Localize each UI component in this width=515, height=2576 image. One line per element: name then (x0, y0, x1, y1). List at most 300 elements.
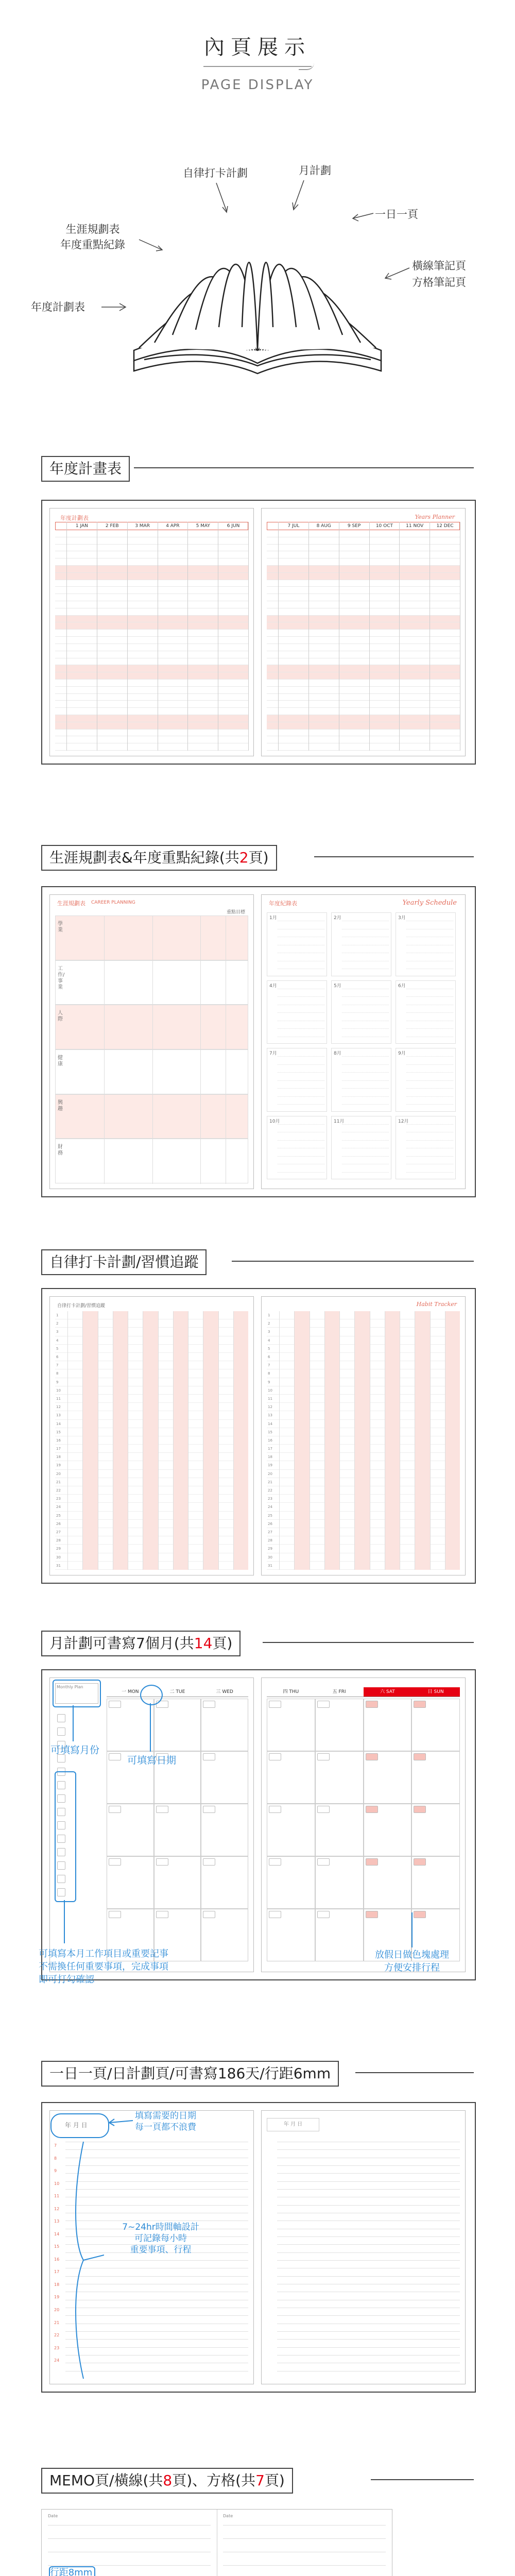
habit-stripe (82, 1311, 97, 1570)
day-date-box (414, 1806, 426, 1813)
habit-day-num: 26 (56, 1521, 61, 1526)
annual-plan-left-page (49, 508, 254, 756)
section-memo-title-prefix: MEMO頁/橫線(共 (49, 2472, 163, 2489)
memo-date-label: Date (223, 2514, 233, 2518)
day-date-box (203, 1753, 215, 1760)
section-daily-title (41, 2061, 339, 2087)
habit-col-line (82, 1311, 83, 1570)
habit-day-num: 31 (56, 1563, 61, 1568)
habit-day-num: 21 (268, 1480, 272, 1484)
day-date-box (203, 1911, 215, 1918)
hour-label: 24 (54, 2358, 60, 2363)
ann-month-line (71, 1705, 76, 1741)
month-cell-line (406, 1164, 453, 1165)
annual-row (55, 551, 248, 558)
career-col-line (152, 1050, 153, 1095)
career-col-line (104, 961, 105, 1006)
annual-row (267, 701, 460, 708)
hour-label: 21 (54, 2320, 60, 2325)
career-col-line (104, 1139, 105, 1184)
month-cell-label: 9月 (398, 1051, 406, 1056)
annual-right-grid (267, 522, 460, 751)
month-cell (396, 1116, 456, 1180)
month-cell-line (278, 1124, 324, 1125)
career-rows (55, 916, 248, 1183)
month-cell-line (342, 1096, 389, 1097)
month-cell (267, 1048, 327, 1112)
annual-row (55, 736, 248, 743)
annual-row (267, 573, 460, 580)
habit-spread (41, 1288, 476, 1584)
annual-col-line (308, 522, 309, 751)
month-cell-line (278, 1172, 324, 1173)
memo-line (48, 2565, 211, 2566)
career-right-label: 年度紀錄表 (269, 900, 297, 907)
habit-stripe (233, 1311, 248, 1570)
memo-line (48, 2538, 211, 2539)
month-cell-line (278, 1072, 324, 1073)
habit-day-num: 18 (56, 1455, 61, 1460)
career-col-line (104, 1005, 105, 1050)
career-row (55, 960, 248, 1005)
month-cell-label: 7月 (269, 1051, 277, 1056)
month-cell-line (278, 961, 324, 962)
habit-col-line (354, 1311, 355, 1570)
month-cell (396, 1048, 456, 1112)
month-cell-line (406, 937, 453, 938)
label-lined-notes: 橫線筆記頁 (412, 260, 466, 272)
ann-weekend-line2: 方便安排行程 (384, 1962, 440, 1973)
annual-row (55, 601, 248, 608)
hour-label: 8 (54, 2156, 57, 2161)
ann-month: 可填寫月份 (50, 1744, 100, 1756)
annual-row (55, 566, 248, 573)
hour-label: 18 (54, 2282, 60, 2287)
annual-month-header: 7 JUL (278, 522, 308, 530)
title-swoosh (299, 63, 314, 70)
month-cell-label: 11月 (334, 1118, 345, 1124)
annual-row (55, 580, 248, 587)
section-memo-title (41, 2468, 293, 2494)
month-cell-line (342, 1132, 389, 1133)
label-monthly: 月計劃 (299, 164, 331, 177)
career-row (55, 1094, 248, 1139)
month-cell-line (406, 1140, 453, 1141)
weekday-header: 四 THU (267, 1687, 315, 1697)
month-cell (396, 980, 456, 1044)
career-left-extra: 重點目標 (226, 910, 245, 915)
habit-day-num: 7 (268, 1363, 270, 1368)
daily-line (277, 2260, 460, 2261)
month-cell-label: 1月 (269, 916, 277, 921)
annual-left-grid (55, 522, 248, 751)
annual-row (267, 622, 460, 630)
habit-day-num: 20 (56, 1471, 61, 1476)
section-career-title-num: 2 (239, 849, 249, 866)
career-col-line (152, 1139, 153, 1184)
habit-day-num: 18 (268, 1455, 272, 1460)
month-cell-line (342, 1021, 389, 1022)
annual-row (267, 594, 460, 601)
section-daily-title-text: 一日一頁/日計劃頁/可書寫186天/行距6mm (49, 2065, 331, 2082)
month-box: Monthly Plan (55, 1683, 98, 1704)
annual-row (55, 608, 248, 616)
career-col-line (152, 916, 153, 961)
month-cell-line (278, 953, 324, 954)
month-cell-line (406, 1088, 453, 1089)
annual-row (267, 630, 460, 637)
month-cell-line (406, 1156, 453, 1157)
habit-right-title: Habit Tracker (416, 1301, 457, 1308)
month-cell-line (278, 969, 324, 970)
career-row-label: 財務 (58, 1144, 63, 1157)
month-cell-line (342, 1080, 389, 1081)
annual-col-line (187, 522, 188, 751)
habit-right-grid (267, 1311, 460, 1570)
career-row (55, 1049, 248, 1094)
month-cell-line (278, 1140, 324, 1141)
hour-label: 20 (54, 2308, 60, 2312)
annual-row (55, 701, 248, 708)
annual-col-line (399, 522, 400, 751)
habit-left-label: 自律打卡計劃/習慣追蹤 (57, 1303, 106, 1309)
daily-line (277, 2165, 460, 2166)
ann-task-line1: 可填寫本月工作項目或重要記事 (39, 1948, 168, 1959)
career-left-sub: CAREER PLANNING (91, 900, 135, 905)
habit-day-num: 22 (56, 1488, 61, 1493)
section-daily-rule (355, 2072, 474, 2073)
page-subtitle: PAGE DISPLAY (201, 77, 314, 93)
hour-label: 15 (54, 2244, 60, 2249)
career-row-label: 興趣 (58, 1099, 63, 1112)
annual-month-header: 3 MAR (127, 522, 158, 530)
annual-row (267, 601, 460, 608)
ann-daily-mid-3: 重要事項、行程 (130, 2245, 192, 2255)
month-cell-label: 5月 (334, 983, 341, 989)
month-cell-label: 3月 (398, 916, 406, 921)
annual-month-header: 10 OCT (369, 522, 400, 530)
month-cell-line (342, 1056, 389, 1057)
career-col-line (200, 1095, 201, 1140)
day-date-box (317, 1858, 330, 1866)
habit-day-num: 12 (56, 1405, 61, 1410)
habit-col-line (339, 1311, 340, 1570)
day-date-box (109, 1701, 121, 1708)
daily-line (277, 2236, 460, 2237)
month-cell-line (406, 961, 453, 962)
habit-day-num: 19 (268, 1463, 272, 1468)
ann-date: 可填寫日期 (127, 1755, 177, 1766)
career-col-line (200, 961, 201, 1006)
annual-col-line (248, 522, 249, 751)
annual-row (55, 687, 248, 694)
annual-row (267, 537, 460, 545)
month-cell-line (406, 989, 453, 990)
month-cell-line (278, 937, 324, 938)
hour-label: 9 (54, 2168, 57, 2174)
habit-day-num: 28 (268, 1538, 272, 1543)
month-cell-line (342, 1072, 389, 1073)
annual-row (55, 644, 248, 651)
habit-day-num: 17 (56, 1447, 61, 1451)
label-career (49, 222, 136, 252)
habit-day-num: 30 (268, 1555, 272, 1560)
month-cell-line (278, 1148, 324, 1149)
career-row (55, 1005, 248, 1049)
habit-day-num: 8 (268, 1371, 270, 1376)
annual-row (55, 558, 248, 566)
habit-day-num: 30 (56, 1555, 61, 1560)
month-cell-line (342, 1064, 389, 1065)
month-cell-line (342, 1012, 389, 1013)
ann-task-text (39, 1947, 224, 1986)
memo-line (223, 2525, 386, 2526)
weekday-header: 五 FRI (315, 1687, 364, 1697)
section-memo-title-mid: 頁)、方格(共 (172, 2472, 256, 2489)
label-notes (412, 258, 466, 291)
annual-row (267, 694, 460, 701)
arrow-notes (381, 263, 412, 283)
annual-month-header: 6 JUN (218, 522, 248, 530)
day-date-box (203, 1858, 215, 1866)
day-date-box (269, 1858, 281, 1866)
habit-stripe (415, 1311, 430, 1570)
annual-row (267, 672, 460, 680)
weekday-header: 一 MON (107, 1687, 154, 1697)
annual-month-header: 12 DEC (430, 522, 460, 530)
habit-left-page (49, 1296, 254, 1575)
month-cell-line (342, 921, 389, 922)
day-date-box (269, 1753, 281, 1760)
month-cell (331, 1116, 391, 1180)
habit-col-line (324, 1311, 325, 1570)
daily-right-lines (262, 2111, 465, 2384)
annual-month-header: 8 AUG (308, 522, 339, 530)
habit-day-num: 27 (268, 1530, 272, 1535)
annual-row (267, 687, 460, 694)
section-career-title (41, 845, 277, 871)
month-cell (331, 1048, 391, 1112)
habit-day-num: 8 (56, 1371, 59, 1376)
month-cell (267, 980, 327, 1044)
hour-label: 13 (54, 2219, 60, 2224)
month-cell-line (342, 1028, 389, 1029)
month-cell-line (406, 1056, 453, 1057)
month-cell-line (342, 1140, 389, 1141)
hour-label: 14 (54, 2231, 60, 2236)
section-memo-title-num: 8 (163, 2472, 173, 2489)
task-column-highlight (55, 1771, 76, 1902)
annual-row (55, 708, 248, 715)
habit-day-num: 24 (268, 1505, 272, 1510)
day-date-box (109, 1911, 121, 1918)
day-date-box (269, 1911, 281, 1918)
month-cell-line (406, 1072, 453, 1073)
ann-daily-brace (63, 2139, 104, 2381)
annual-row (55, 743, 248, 751)
daily-line (277, 2276, 460, 2277)
career-left-label: 生涯規劃表 (57, 900, 85, 907)
career-col-line (200, 1050, 201, 1095)
month-cell-line (278, 989, 324, 990)
daily-spread (41, 2102, 476, 2393)
day-date-box (366, 1858, 378, 1866)
habit-stripe (445, 1311, 460, 1570)
month-cell-line (406, 1080, 453, 1081)
month-cell-line (342, 1148, 389, 1149)
month-cell-label: 12月 (398, 1118, 409, 1124)
habit-stripe (173, 1311, 188, 1570)
daily-line (277, 2331, 460, 2332)
month-cell-line (342, 945, 389, 946)
annual-row (55, 730, 248, 737)
day-date-box (414, 1911, 426, 1918)
month-cell-line (278, 1156, 324, 1157)
day-date-box (366, 1753, 378, 1760)
habit-day-num: 25 (56, 1513, 61, 1518)
month-cell-line (406, 1124, 453, 1125)
habit-day-num: 6 (268, 1354, 270, 1359)
daily-line (277, 2347, 460, 2348)
habit-col-line (218, 1311, 219, 1570)
habit-day-num: 9 (56, 1380, 59, 1384)
section-annual-plan-title (41, 456, 130, 482)
annual-month-header: 2 FEB (97, 522, 127, 530)
month-cell-line (342, 1088, 389, 1089)
career-row-label: 健康 (58, 1055, 63, 1067)
month-cell-line (406, 929, 453, 930)
habit-day-num: 17 (268, 1447, 272, 1451)
career-row (55, 1139, 248, 1183)
month-highlight-box (53, 1680, 101, 1707)
month-cell-line (406, 996, 453, 997)
habit-day-num: 13 (56, 1413, 61, 1418)
ann-lined (49, 2566, 93, 2576)
habit-day-num: 2 (56, 1321, 59, 1326)
ann-date-line (148, 1703, 153, 1752)
hour-label: 7 (54, 2143, 57, 2148)
arrow-career (136, 234, 167, 255)
habit-day-num: 29 (56, 1547, 61, 1551)
month-cell-line (278, 996, 324, 997)
habit-day-num: 4 (268, 1338, 270, 1343)
habit-stripe (113, 1311, 128, 1570)
section-monthly-rule (263, 1642, 474, 1643)
habit-day-num: 6 (56, 1354, 59, 1359)
month-cell-line (406, 1172, 453, 1173)
memo-line (48, 2525, 211, 2526)
career-col-line (152, 1005, 153, 1050)
month-cell-line (342, 1124, 389, 1125)
month-cell-label: 4月 (269, 983, 277, 989)
month-cell-line (278, 1005, 324, 1006)
daily-line (277, 2173, 460, 2174)
day-date-box (269, 1806, 281, 1813)
career-row-label: 人際 (58, 1010, 63, 1023)
month-cell-line (278, 1088, 324, 1089)
month-cell-line (278, 1096, 324, 1097)
month-cell-line (278, 1080, 324, 1081)
day-date-box (366, 1806, 378, 1813)
label-daily-checkin: 自律打卡計劃 (183, 167, 248, 179)
habit-day-num: 14 (268, 1421, 272, 1426)
annual-row (55, 658, 248, 666)
memo-line (223, 2538, 386, 2539)
day-date-box (317, 1806, 330, 1813)
habit-col-line (430, 1311, 431, 1570)
habit-day-num: 2 (268, 1321, 270, 1326)
month-cell-line (406, 1005, 453, 1006)
habit-day-num: 3 (56, 1330, 59, 1334)
arrow-monthly (288, 178, 309, 214)
month-cell-line (342, 1104, 389, 1105)
month-cell-line (342, 1164, 389, 1165)
hour-label: 12 (54, 2206, 60, 2211)
habit-day-num: 3 (268, 1330, 270, 1334)
habit-col-line (294, 1311, 295, 1570)
day-date-box (366, 1911, 378, 1918)
annual-row (55, 722, 248, 730)
month-cell-line (342, 969, 389, 970)
annual-row (267, 730, 460, 737)
habit-stripe (354, 1311, 369, 1570)
habit-day-num: 21 (56, 1480, 61, 1484)
annual-month-header: 5 MAY (187, 522, 218, 530)
annual-row (55, 587, 248, 594)
career-col-line (104, 1050, 105, 1095)
annual-row (267, 530, 460, 537)
day-date-box (156, 1858, 168, 1866)
daily-line (277, 2339, 460, 2340)
month-cell-line (342, 953, 389, 954)
section-monthly-title-suffix: 頁) (212, 1635, 233, 1652)
annual-row (55, 665, 248, 672)
habit-day-num: 11 (268, 1396, 272, 1401)
daily-line (277, 2244, 460, 2245)
day-date-box (109, 1806, 121, 1813)
career-right-page (261, 894, 466, 1189)
career-col-line (152, 961, 153, 1006)
hour-label: 10 (54, 2181, 60, 2186)
habit-day-num: 25 (268, 1513, 272, 1518)
monthly-right-grid (262, 1678, 465, 1972)
month-cell (267, 912, 327, 976)
month-cell-line (406, 969, 453, 970)
day-date-box (317, 1701, 330, 1708)
ann-weekend-text (360, 1948, 464, 1974)
month-cell-line (278, 921, 324, 922)
annual-left-label: 年度計劃表 (60, 515, 89, 521)
section-memo-rule (371, 2479, 474, 2480)
habit-day-num: 14 (56, 1421, 61, 1426)
habit-day-num: 27 (56, 1530, 61, 1535)
habit-day-num: 19 (56, 1463, 61, 1468)
annual-col-line (66, 522, 67, 751)
annual-row (55, 630, 248, 637)
habit-day-num: 10 (268, 1388, 272, 1393)
career-col-line (200, 1139, 201, 1184)
month-cell (331, 912, 391, 976)
month-cell-line (342, 989, 389, 990)
day-date-box (156, 1806, 168, 1813)
label-career-line1: 生涯規劃表 (65, 223, 120, 235)
habit-day-num: 9 (268, 1380, 270, 1384)
habit-stripe (143, 1311, 158, 1570)
month-cell-line (406, 1104, 453, 1105)
day-date-box (366, 1701, 378, 1708)
habit-day-num: 29 (268, 1547, 272, 1551)
ann-daily-top-2: 每一頁都不浪費 (135, 2122, 196, 2132)
